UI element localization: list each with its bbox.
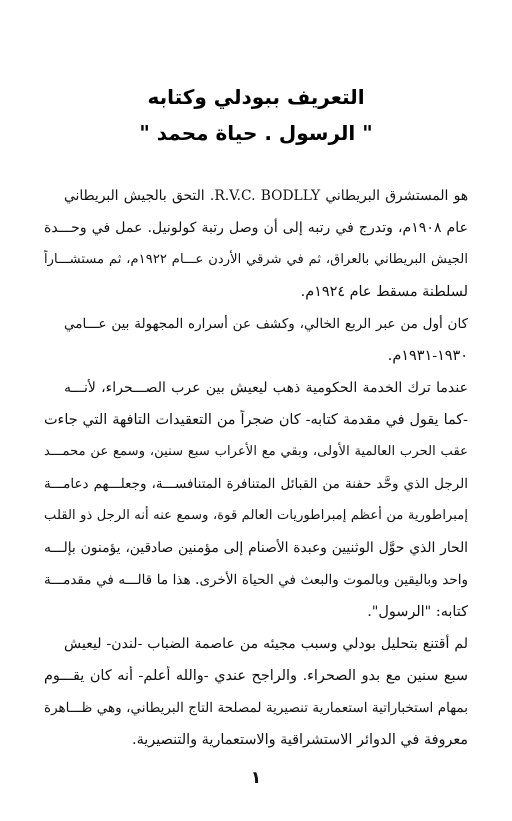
body-line-8: -كما يقول في مقدمة كتابه- كان ضجراً من التعقيدات التافهة التي جاءت	[44, 412, 468, 428]
body-line-15: لم أقتنع بتحليل بودلي وسبب مجيئه من عاصمة الضباب -لندن- ليعيش	[64, 636, 468, 652]
body-line-6: ١٩٣٠-١٩٣١م.	[387, 348, 468, 364]
body-line-18: معروفة في الدوائر الاستشراقية والاستعمارية والتنصيرية.	[132, 732, 468, 748]
body-line-14: كتابه: "الرسول".	[367, 604, 468, 620]
body-line-13: واحد وباليقين وبالموت والبعث في الحياة الأخرى. هذا ما قالـــه في مقدمـــة	[44, 572, 468, 588]
body-line-9: عقب الحرب العالمية الأولى، وبقي مع الأعراب سبع سنين، وسمع عن محمـــد	[44, 444, 468, 459]
body-line-4: لسلطنة مسقط عام ١٩٢٤م.	[300, 284, 468, 300]
title-line-2: " الرسول . حياة محمد "	[139, 121, 373, 145]
body-line-16: سبع سنين مع بدو الصحراء. والراجح عندي -والله أعلم- أنه كان يقـــوم	[44, 668, 468, 684]
body-line-11: إمبراطورية من أعظم إمبراطوريات العالم قوة، وسمع عنه أنه الرجل ذو القلب	[44, 508, 468, 523]
body-line-1	[64, 186, 468, 206]
body-line-17: بمهام استخباراتية استعمارية تنصيرية لمصلحة التاج البريطاني، وهي ظـــاهرة	[44, 700, 468, 716]
page-number: ١	[250, 768, 262, 788]
title-line-1: التعريف ببودلي وكتابه	[147, 85, 365, 109]
body-line-2: عام ١٩٠٨م، وتدرج في رتبه إلى أن وصل رتبة كولونيل. عمل في وحـــدة	[44, 220, 468, 236]
body-line-12: الحار الذي حوَّل الوثنيين وعبدة الأصنام إلى مؤمنين صادقين، يؤمنون بإلـــه	[44, 540, 468, 556]
body-line-10: الرجل الذي وحَّد حفنة من القبائل المتنافرة المتنافســـة، وجعلـــهم دعامـــة	[44, 476, 468, 492]
body-line-7: عندما ترك الخدمة الحكومية ذهب ليعيش بين عرب الصـــحراء، لأنـــه	[64, 380, 468, 396]
body-line-5: كان أول من عبر الربع الخالي، وكشف عن أسراره المجهولة بين عـــامي	[64, 316, 468, 332]
body-line-3: الجيش البريطاني بالعراق، ثم في شرقي الأردن عـــام ١٩٢٢م، ثم مستشـــاراً	[44, 252, 468, 267]
body-line-1-text: هو المستشرق البريطاني R.V.C. BODLLY. التحق بالجيش البريطاني	[64, 188, 468, 204]
